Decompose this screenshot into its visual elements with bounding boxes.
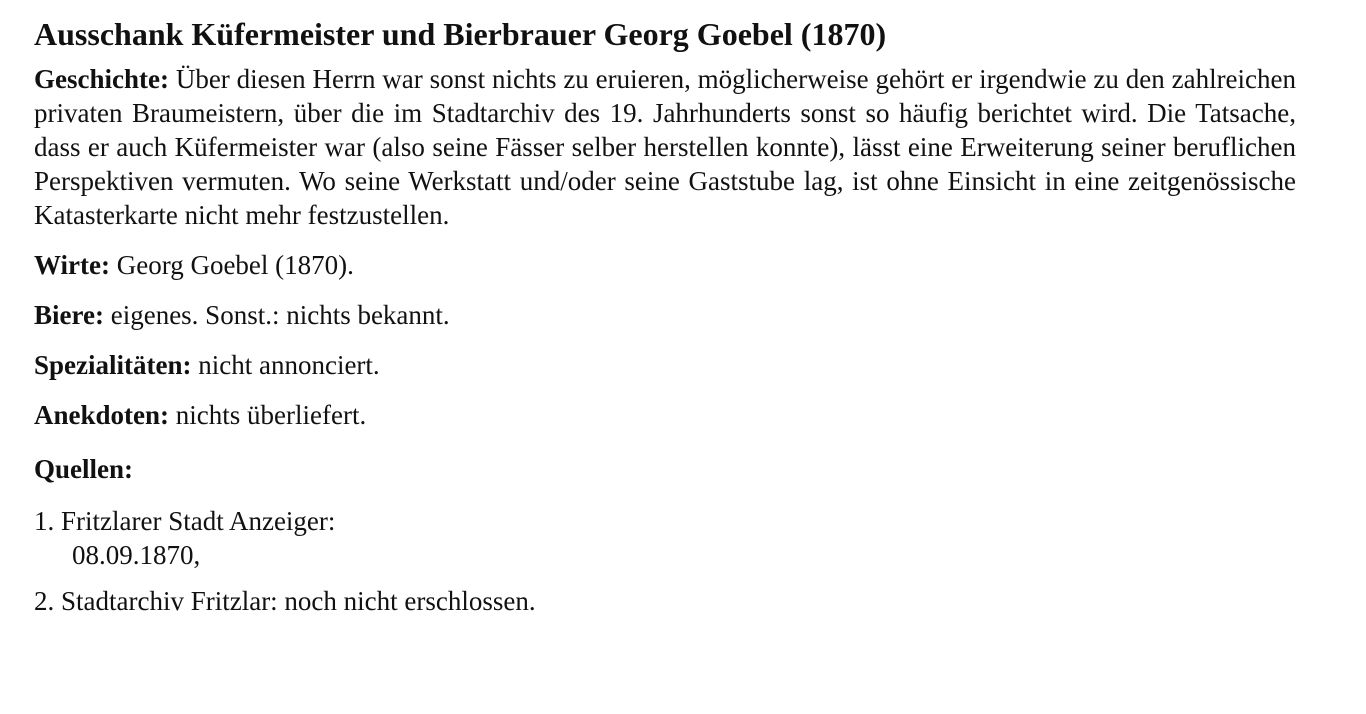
section-text: Über diesen Herrn war sonst nichts zu eruieren, möglicherweise gehört er irgendwie zu den zahlreichen privaten Braumeistern, über die im Stadtarchiv des 19. Jahrhunderts sonst so häufig berichtet wird. Die Tatsache, dass er auch Küfermeister war (also seine Fässer selber herstellen konnte), lässt eine Erweiterung seiner beruflichen Perspektiven vermuten. Wo seine Werkstatt und/oder seine Gaststube lag, ist ohne Einsicht in eine zeitgenössische Katasterkarte nicht mehr festzustellen.: [34, 64, 1297, 230]
section-anekdoten: [34, 398, 1296, 432]
section-label: Geschichte:: [34, 64, 169, 94]
section-wirte: [34, 248, 1296, 282]
section-label: Anekdoten:: [34, 400, 170, 430]
source-detail: 08.09.1870,: [72, 540, 201, 570]
section-text: Georg Goebel (1870).: [116, 250, 354, 280]
section-biere: [34, 298, 1296, 332]
section-text: eigenes. Sonst.: nichts bekannt.: [110, 300, 450, 330]
list-item: [34, 584, 1296, 618]
list-item: [34, 504, 1296, 572]
section-label: Spezialitäten:: [34, 350, 192, 380]
source-title: 2. Stadtarchiv Fritzlar: noch nicht erschlossen.: [34, 586, 536, 616]
source-title: 1. Fritzlarer Stadt Anzeiger:: [34, 506, 336, 536]
section-text: nicht annonciert.: [198, 350, 380, 380]
section-spezialitaeten: [34, 348, 1296, 382]
document: [34, 14, 1296, 630]
section-label: Biere:: [34, 300, 104, 330]
sources-list: [34, 504, 1296, 618]
page-title: Ausschank Küfermeister und Bierbrauer Georg Goebel (1870): [34, 16, 887, 52]
section-label: Quellen:: [34, 454, 133, 484]
section-label: Wirte:: [34, 250, 110, 280]
section-quellen-heading: [34, 452, 1296, 486]
section-text: nichts überliefert.: [175, 400, 367, 430]
section-geschichte: [34, 62, 1296, 232]
